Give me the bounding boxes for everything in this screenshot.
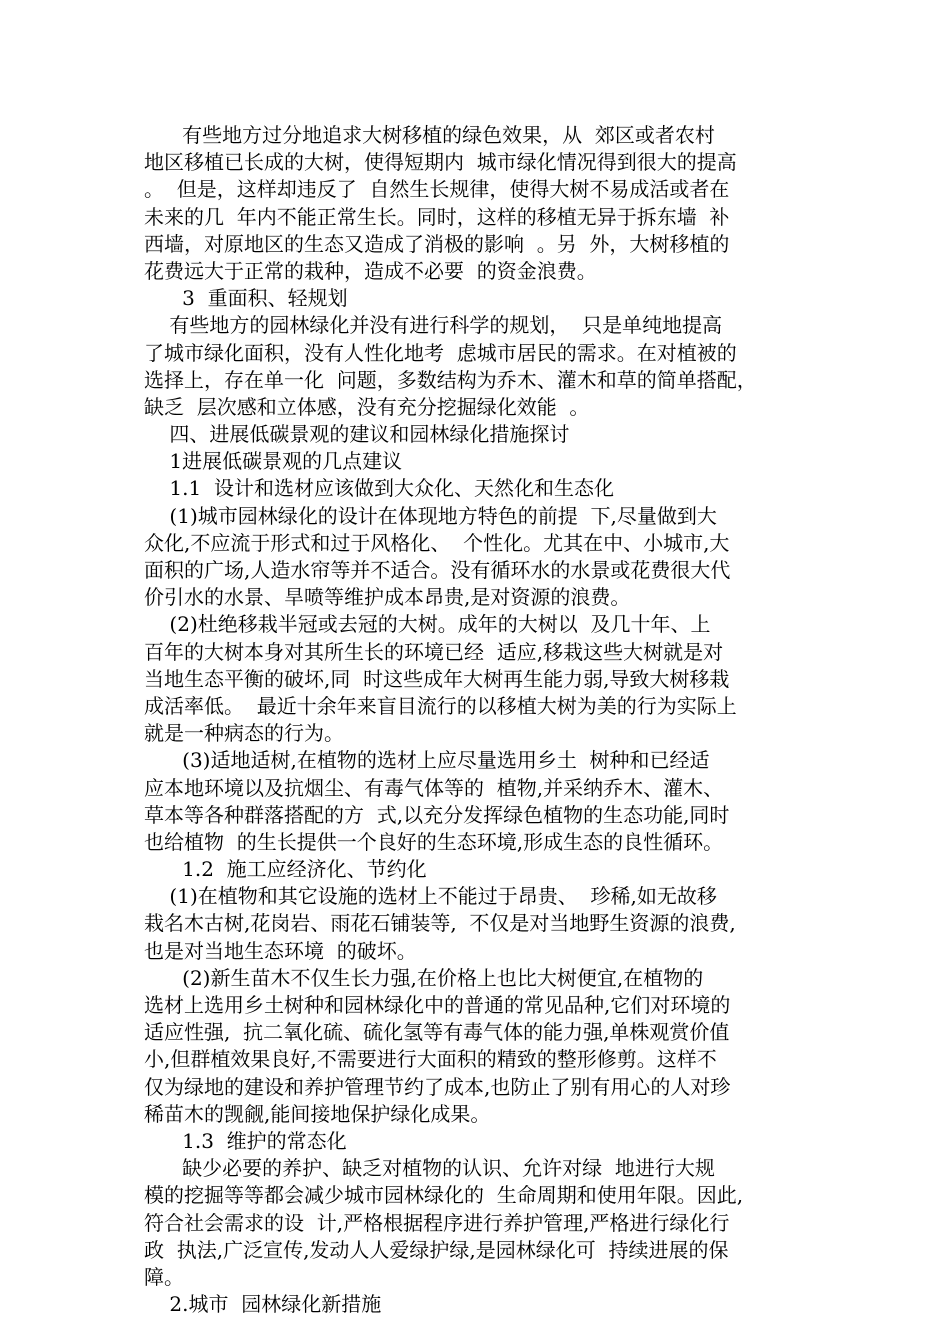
text-line: 百年的大树本身对其所生长的环境已经 适应,移栽这些大树就是对 [144, 639, 724, 664]
text-line: 模的挖掘等等都会减少城市园林绿化的 生命周期和使用年限。因此, [144, 1183, 744, 1208]
text-line: 有些地方的园林绿化并没有进行科学的规划， 只是单纯地提高 [144, 313, 723, 338]
text-line: (1)城市园林绿化的设计在体现地方特色的前提 下,尽量做到大 [144, 503, 717, 528]
text-line: 地区移植已长成的大树，使得短期内 城市绿化情况得到很大的提高 [144, 150, 737, 175]
text-line: 就是一种病态的行为。 [144, 721, 344, 746]
text-line: 面积的广场,人造水帘等并不适合。没有循环水的水景或花费很大代 [144, 558, 731, 582]
section-heading: 1.3 维护的常态化 [144, 1128, 347, 1153]
text-line: 。 但是，这样却违反了 自然生长规律，使得大树不易成活或者在 [144, 177, 730, 202]
text-line: 花费远大于正常的栽种，造成不必要 的资金浪费。 [144, 258, 597, 283]
text-line: 当地生态平衡的破坏,同 时这些成年大树再生能力弱,导致大树移栽 [144, 666, 730, 691]
text-line: 也给植物 的生长提供一个良好的生态环境,形成生态的良性循环。 [144, 829, 724, 854]
text-line: 障。 [144, 1264, 184, 1289]
section-heading: 四、进展低碳景观的建议和园林绿化措施探讨 [144, 422, 570, 447]
text-line: 政 执法,广泛宣传,发动人人爱绿护绿,是园林绿化可 持续进展的保 [144, 1237, 729, 1262]
text-line: 符合社会需求的设 计,严格根据程序进行养护管理,严格进行绿化行 [144, 1210, 730, 1235]
text-line: 应本地环境以及抗烟尘、有毒气体等的 植物,并采纳乔木、灌木、 [144, 775, 724, 800]
text-line: 草本等各种群落搭配的方 式,以充分发挥绿色植物的生态功能,同时 [144, 802, 730, 827]
section-heading: 1进展低碳景观的几点建议 [144, 449, 403, 474]
text-line: (3)适地适树,在植物的选材上应尽量选用乡土 树种和已经适 [144, 748, 710, 773]
text-line: (1)在植物和其它设施的选材上不能过于昂贵、 珍稀,如无故移 [144, 884, 717, 909]
text-line: 未来的几 年内不能正常生长。同时，这样的移植无异于拆东墙 补 [144, 204, 730, 229]
text-line: 稀苗木的觊觎,能间接地保护绿化成果。 [144, 1101, 491, 1126]
section-heading: 1.2 施工应经济化、节约化 [144, 857, 427, 882]
section-heading: 3 重面积、轻规划 [144, 286, 348, 311]
text-line: 小,但群植效果良好,不需要进行大面积的精致的整形修剪。这样不 [144, 1047, 717, 1072]
text-line: 众化,不应流于形式和过于风格化、 个性化。尤其在中、小城市,大 [144, 530, 730, 555]
text-line: 仅为绿地的建设和养护管理节约了成本,也防止了别有用心的人对珍 [144, 1074, 731, 1099]
text-line: 缺乏 层次感和立体感，没有充分挖掘绿化效能 。 [144, 394, 590, 419]
text-line: 选材上选用乡土树种和园林绿化中的普通的常见品种,它们对环境的 [144, 993, 731, 1017]
text-line: 缺少必要的养护、缺乏对植物的认识、允许对绿 地进行大规 [144, 1156, 715, 1181]
text-line: 价引水的水景、旱喷等维护成本昂贵,是对资源的浪费。 [144, 585, 631, 610]
text-line: 了城市绿化面积，没有人性化地考 虑城市居民的需求。在对植被的 [144, 340, 737, 365]
body-text [144, 122, 814, 1318]
text-line: (2)杜绝移栽半冠或去冠的大树。成年的大树以 及几十年、上 [144, 612, 711, 637]
text-line: 成活率低。 最近十余年来盲目流行的以移植大树为美的行为实际上 [144, 693, 737, 718]
text-line: 也是对当地生态环境 的破坏。 [144, 938, 417, 963]
section-heading: 2.城市 园林绿化新措施 [144, 1292, 382, 1317]
text-line: 西墙，对原地区的生态又造成了消极的影响 。另 外，大树移植的 [144, 231, 730, 256]
text-line: 适应性强, 抗二氧化硫、硫化氢等有毒气体的能力强,单株观赏价值 [144, 1020, 730, 1045]
text-line: 有些地方过分地追求大树移植的绿色效果，从 郊区或者农村 [144, 123, 715, 147]
text-line: 栽名木古树,花岗岩、雨花石铺装等, 不仅是对当地野生资源的浪费, [144, 911, 736, 936]
text-line: 选择上，存在单一化 问题，多数结构为乔木、灌木和草的简单搭配， [144, 367, 757, 392]
section-heading: 1.1 设计和选材应该做到大众化、天然化和生态化 [144, 476, 614, 501]
text-line: (2)新生苗木不仅生长力强,在价格上也比大树便宜,在植物的 [144, 965, 704, 990]
